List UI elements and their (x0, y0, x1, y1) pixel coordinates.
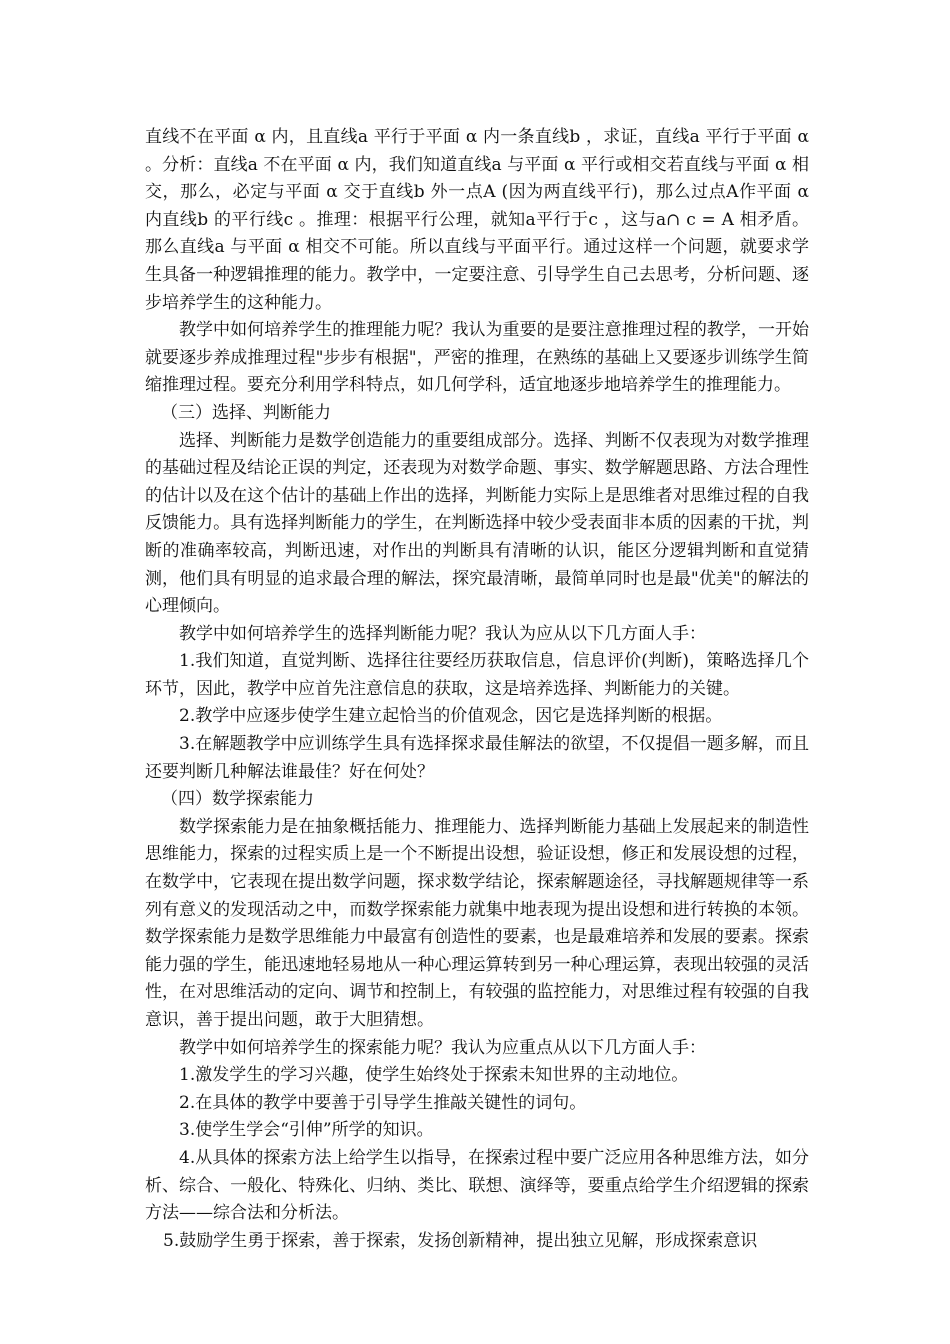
list-item-exploration-5: 5.鼓励学生勇于探索，善于探索，发扬创新精神，提出独立见解，形成探索意识 (163, 1230, 758, 1251)
list-item-selection-2: 2.教学中应逐步使学生建立起恰当的价值观念，因它是选择判断的根据。 (179, 706, 723, 727)
list-item-exploration-2: 2.在具体的教学中要善于引导学生推敲关键性的词句。 (179, 1092, 587, 1113)
list-item-selection-3: 3.在解题教学中应训练学生具有选择探求最佳解法的欲望，不仅提倡一题多解，而且还要判断几种解法谁最佳？好在何处？ (145, 734, 809, 782)
paragraph-proof-example: 直线不在平面 α 内，且直线a 平行于平面 α 内一条直线b ，求证，直线a 平行于平面 α 。分析：直线a 不在平面 α 内，我们知道直线a 与平面 α 平行或相交若直线与平面 α 相交，那么，必定与平面 α 交于直线b 外一点A (因为两直线平行)，那么过点A作平面 α 内直线b 的平行线c 。推理：根据平行公理，就知a平行于c ，这与a∩ c = A 相矛盾。那么直线a 与平面 α 相交不可能。所以直线与平面平行。通过这样一个问题，就要求学生具备一种逻辑推理的能力。教学中，一定要注意、引导学生自己去思考，分析问题、逐步培养学生的这种能力。 (145, 127, 809, 313)
section-heading-exploration: （四）数学探索能力 (161, 789, 314, 810)
section-heading-selection-judgment: （三）选择、判断能力 (161, 402, 331, 423)
paragraph-exploration-intro: 教学中如何培养学生的探索能力呢？我认为应重点从以下几方面人手： (179, 1037, 706, 1058)
list-item-exploration-3: 3.使学生学会“引伸”所学的知识。 (179, 1120, 434, 1141)
list-item-selection-1: 1.我们知道，直觉判断、选择往往要经历获取信息，信息评价(判断)，策略选择几个环节，因此，教学中应首先注意信息的获取，这是培养选择、判断能力的关键。 (145, 651, 809, 699)
paragraph-exploration: 数学探索能力是在抽象概括能力、推理能力、选择判断能力基础上发展起来的制造性思维能力，探索的过程实质上是一个不断提出设想，验证设想，修正和发展设想的过程，在数学中，它表现在提出数学问题，探求数学结论，探索解题途径，寻找解题规律等一系列有意义的发现活动之中，而数学探索能力就集中地表现为提出设想和进行转换的本领。数学探索能力是数学思维能力中最富有创造性的要素，也是最难培养和发展的要素。探索能力强的学生，能迅速地轻易地从一种心理运算转到另一种心理运算，表现出较强的灵活性，在对思维活动的定向、调节和控制上，有较强的监控能力，对思维过程有较强的自我意识，善于提出问题，敢于大胆猜想。 (145, 816, 809, 1030)
document-body (145, 124, 809, 1255)
list-item-exploration-4: 4.从具体的探索方法上给学生以指导，在探索过程中要广泛应用各种思维方法，如分析、综合、一般化、特殊化、归纳、类比、联想、演绎等，要重点给学生介绍逻辑的探索方法——综合法和分析法。 (145, 1147, 809, 1224)
paragraph-reasoning-teaching: 教学中如何培养学生的推理能力呢？我认为重要的是要注意推理过程的教学，一开始就要逐步养成推理过程"步步有根据"，严密的推理，在熟练的基础上又要逐步训练学生简缩推理过程。要充分利用学科特点，如几何学科，适宜地逐步地培养学生的推理能力。 (145, 320, 809, 396)
paragraph-selection-judgment: 选择、判断能力是数学创造能力的重要组成部分。选择、判断不仅表现为对数学推理的基础过程及结论正误的判定，还表现为对数学命题、事实、数学解题思路、方法合理性的估计以及在这个估计的基础上作出的选择，判断能力实际上是思维者对思维过程的自我反馈能力。具有选择判断能力的学生，在判断选择中较少受表面非本质的因素的干扰，判断的准确率较高，判断迅速，对作出的判断具有清晰的认识，能区分逻辑判断和直觉猜测，他们具有明显的追求最合理的解法，探究最清晰，最简单同时也是最"优美"的解法的心理倾向。 (145, 430, 809, 617)
list-item-exploration-1: 1.激发学生的学习兴趣，使学生始终处于探索未知世界的主动地位。 (179, 1065, 689, 1086)
paragraph-selection-intro: 教学中如何培养学生的选择判断能力呢？我认为应从以下几方面人手： (179, 623, 706, 644)
